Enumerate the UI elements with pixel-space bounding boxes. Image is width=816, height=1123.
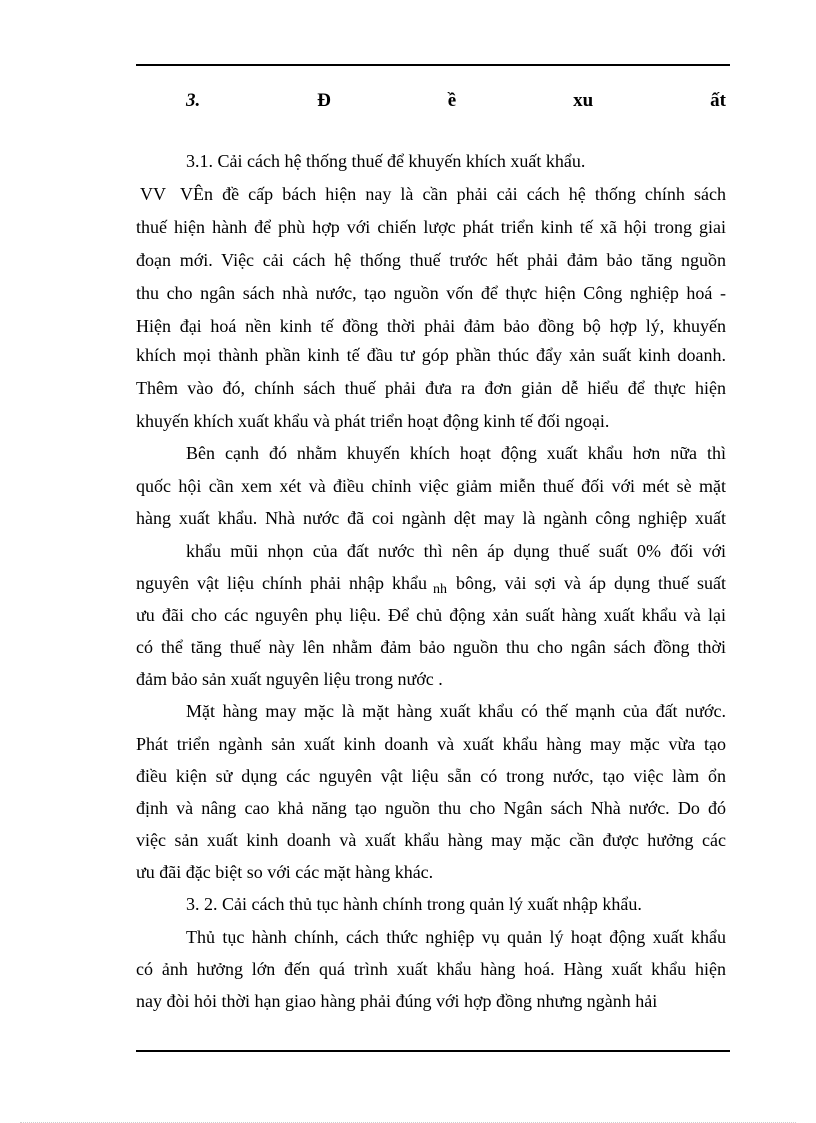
line-text: VÊn đề cấp bách hiện nay là cần phải cải cách hệ thống chính sách <box>180 184 726 204</box>
text-line: định và nâng cao khả năng tạo nguồn thu cho Ngân sách Nhà nước. Do đó <box>136 798 726 818</box>
text-line: khích mọi thành phần kinh tế đầu tư góp phần thúc đẩy xản suất kinh doanh. <box>136 345 726 365</box>
heading-fragment: Đ <box>317 90 331 111</box>
line-text: bông, vải sợi và áp dụng thuế suất <box>455 573 726 593</box>
text-line: thuế hiện hành để phù hợp với chiến lược phát triển kinh tế xã hội trong giai <box>136 217 726 237</box>
text-line: việc sản xuất kinh doanh và xuất khẩu hàng may mặc cần được hưởng các <box>136 830 726 850</box>
text-line: nay đòi hỏi thời hạn giao hàng phải đúng với hợp đồng nhưng ngành hải <box>136 991 658 1011</box>
text-line: có thể tăng thuế này lên nhằm đảm bảo nguồn thu cho ngân sách đồng thời <box>136 637 726 657</box>
text-line <box>136 572 726 597</box>
text-line: khẩu mũi nhọn của đất nước thì nên áp dụng thuế suất 0% đối với <box>186 541 726 561</box>
heading-fragment: ất <box>710 90 726 111</box>
text-line: Mặt hàng may mặc là mặt hàng xuất khẩu có thế mạnh của đất nước. <box>186 701 726 721</box>
text-line: quốc hội cần xem xét và điều chỉnh việc giảm miễn thuế đối với mét sè mặt <box>136 476 726 496</box>
text-line: đoạn mới. Việc cải cách hệ thống thuế trước hết phải đảm bảo tăng nguồn <box>136 250 726 270</box>
top-rule <box>136 64 730 66</box>
text-line <box>140 183 726 205</box>
text-line: ưu đãi cho các nguyên phụ liệu. Để chủ động xản suất hàng xuất khẩu và lại <box>136 605 726 625</box>
text-line: ưu đãi đặc biệt so với các mặt hàng khác. <box>136 862 434 882</box>
text-line: Phát triển ngành sản xuất kinh doanh và xuất khẩu hàng may mặc vừa tạo <box>136 734 726 754</box>
text-line: hàng xuất khẩu. Nhà nước đã coi ngành dệt may là ngành công nghiệp xuất <box>136 508 726 528</box>
text-line: Thủ tục hành chính, cách thức nghiệp vụ quản lý hoạt động xuất khẩu <box>186 927 726 947</box>
text-line: Thêm vào đó, chính sách thuế phải đưa ra đơn giản dễ hiểu để thực hiện <box>136 378 726 398</box>
text-line: đảm bảo sản xuất nguyên liệu trong nước . <box>136 669 443 689</box>
heading-fragment: ề <box>447 90 457 111</box>
text-line: Hiện đại hoá nền kinh tế đồng thời phải đảm bảo đồng bộ hợp lý, khuyến <box>136 316 726 336</box>
text-line: điều kiện sử dụng các nguyên vật liệu sẵn có trong nước, tạo việc làm ổn <box>136 766 726 786</box>
text-line: 3.1. Cải cách hệ thống thuế để khuyến khích xuất khẩu. <box>186 151 586 171</box>
subscript-fragment: nh <box>432 582 447 597</box>
section-heading <box>186 88 726 114</box>
line-text: nguyên vật liệu chính phải nhập khẩu <box>136 573 427 593</box>
text-line: thu cho ngân sách nhà nước, tạo nguồn vốn để thực hiện Công nghiệp hoá - <box>136 283 726 303</box>
bottom-rule <box>136 1050 730 1052</box>
text-line: có ảnh hưởng lớn đến quá trình xuất khẩu hàng hoá. Hàng xuất khẩu hiện <box>136 959 726 979</box>
text-line: Bên cạnh đó nhằm khuyến khích hoạt động xuất khẩu hơn nữa thì <box>186 443 726 463</box>
text-line: 3. 2. Cải cách thủ tục hành chính trong quản lý xuất nhập khẩu. <box>186 894 642 914</box>
line-prefix: VV <box>140 184 166 204</box>
text-line: khuyến khích xuất khẩu và phát triển hoạt động kinh tế đối ngoại. <box>136 411 610 431</box>
heading-fragment: xu <box>573 90 594 111</box>
section-number: 3. <box>186 90 201 111</box>
